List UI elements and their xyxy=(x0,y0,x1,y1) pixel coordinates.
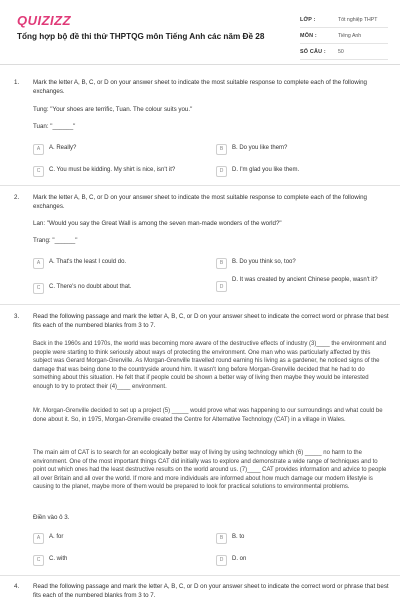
option-letter-box: C xyxy=(33,166,44,177)
question-number: 3. xyxy=(14,313,20,320)
meta-row-class xyxy=(300,12,388,28)
answer-option-c[interactable] xyxy=(33,281,203,295)
option-letter-box: B xyxy=(216,144,227,155)
passage-paragraph: The main aim of CAT is to search for an ecologically better way of living by using technology which (6) _____ no harm to the environment. One of the most important things CAT did initially was to explore and demonstrate a wide range of techniques and to point out which ones had the least destructive results on the world around us. (7)____ CAT provides information and advice to people all over Britain and all over the world. If more and more individuals are informed about how much damage our modern lifestyle is causing to the planet, maybe more of them would be prepared to look for practical solutions to environmental problems. xyxy=(33,450,387,491)
meta-value: Tốt nghiệp THPT xyxy=(338,16,378,23)
passage-paragraph: Back in the 1960s and 1970s, the world was becoming more aware of the destructive effects of industry (3)____ the environment and people were starting to think seriously about ways of protecting the environment. One man who was particularly affected by this subject was Gerard Morgan-Grenville. As Morgan-Grenville travelled round earning his living as a gardener, he noticed signs of the damage that was being done to the countryside around him. It wasn't long before Morgan-Grenville decided that he had to do something about this situation. He felt that if people could be shown a better way of living then maybe they would be interested enough to try to protect their (4)____ environment. xyxy=(33,341,387,390)
meta-row-subject xyxy=(300,28,388,44)
answer-option-d[interactable] xyxy=(216,553,390,567)
option-text: A. That's the least I could do. xyxy=(49,259,127,266)
option-text: B. Do you think so, too? xyxy=(232,259,296,266)
question-divider xyxy=(0,575,400,576)
option-text: A. Really? xyxy=(49,145,77,152)
meta-row-count xyxy=(300,44,388,60)
answer-option-a[interactable] xyxy=(33,256,203,270)
option-letter-box: D xyxy=(216,166,227,177)
option-letter-box: B xyxy=(216,533,227,544)
option-letter-box: B xyxy=(216,258,227,269)
question-number: 2. xyxy=(14,194,20,201)
option-text: B. to xyxy=(232,534,245,541)
meta-value: Tiếng Anh xyxy=(338,32,362,39)
option-letter-box: D xyxy=(216,281,227,292)
answer-option-b[interactable] xyxy=(216,256,390,270)
document-title: Tổng hợp bộ đề thi thử THPTQG môn Tiếng Anh các năm Đề 28 xyxy=(17,32,265,41)
answer-option-c[interactable] xyxy=(33,553,203,567)
answer-option-d[interactable] xyxy=(216,164,390,178)
dialogue-line: Tung: "Your shoes are terrific, Tuan. The colour suits you." xyxy=(33,106,193,113)
question-prompt: Mark the letter A, B, C, or D on your answer sheet to indicate the most suitable response to complete each of the following exchanges. xyxy=(33,79,367,95)
option-text: D. on xyxy=(232,556,247,563)
answer-option-a[interactable] xyxy=(33,531,203,545)
question-prompt: Read the following passage and mark the letter A, B, C, or D on your answer sheet to indicate the correct word or phrase that best fits each of the numbered blanks from 3 to 7. xyxy=(33,313,389,329)
question-divider xyxy=(0,304,400,305)
option-text: C. with xyxy=(49,556,68,563)
answer-option-a[interactable] xyxy=(33,142,203,156)
question-number: 4. xyxy=(14,583,20,590)
question-divider xyxy=(0,185,400,186)
meta-label: MÔN : xyxy=(300,32,317,39)
quizizz-logo: QUIZIZZ xyxy=(17,13,72,28)
question-prompt: Read the following passage and mark the letter A, B, C, or D on your answer sheet to indicate the correct word or phrase that best fits each of the numbered blanks from 3 to 7. xyxy=(33,583,389,599)
dialogue-line: Tuan: "______" xyxy=(33,123,76,130)
option-text: C. There's no doubt about that. xyxy=(49,284,132,291)
dialogue-line: Trang: "______" xyxy=(33,237,78,244)
option-text: B. Do you like them? xyxy=(232,145,288,152)
option-letter-box: A xyxy=(33,258,44,269)
header-divider xyxy=(0,64,400,65)
answer-option-b[interactable] xyxy=(216,531,390,545)
option-letter-box: D xyxy=(216,555,227,566)
option-text: C. You must be kidding. My shirt is nice, isn't it? xyxy=(49,167,176,174)
worksheet-meta xyxy=(300,12,388,60)
option-text: D. It was created by ancient Chinese people, wasn't it? xyxy=(232,277,378,283)
option-letter-box: A xyxy=(33,533,44,544)
meta-value: 50 xyxy=(338,48,344,55)
question-instruction: Điền vào ô 3. xyxy=(33,514,70,521)
worksheet-header xyxy=(0,0,400,64)
question-number: 1. xyxy=(14,79,20,86)
dialogue-line: Lan: "Would you say the Great Wall is among the seven man-made wonders of the world?" xyxy=(33,220,282,227)
meta-label: LỚP : xyxy=(300,16,316,23)
answer-option-c[interactable] xyxy=(33,164,213,178)
option-text: A. for xyxy=(49,534,64,541)
question-prompt: Mark the letter A, B, C, or D on your answer sheet to indicate the most suitable response to complete each of the following exchanges. xyxy=(33,194,367,210)
passage-paragraph: Mr. Morgan-Grenville decided to set up a project (5) _____ would prove what was happening to our surroundings and what could be done about it. So, in 1975, Morgan-Grenville created the Centre for Alternative Technology (CAT) in a village in Wales. xyxy=(33,408,383,423)
answer-option-b[interactable] xyxy=(216,142,390,156)
option-letter-box: A xyxy=(33,144,44,155)
option-letter-box: C xyxy=(33,555,44,566)
option-text: D. I'm glad you like them. xyxy=(232,167,300,174)
option-letter-box: C xyxy=(33,283,44,294)
answer-option-d[interactable] xyxy=(216,277,394,299)
meta-label: SỐ CÂU : xyxy=(300,48,326,55)
